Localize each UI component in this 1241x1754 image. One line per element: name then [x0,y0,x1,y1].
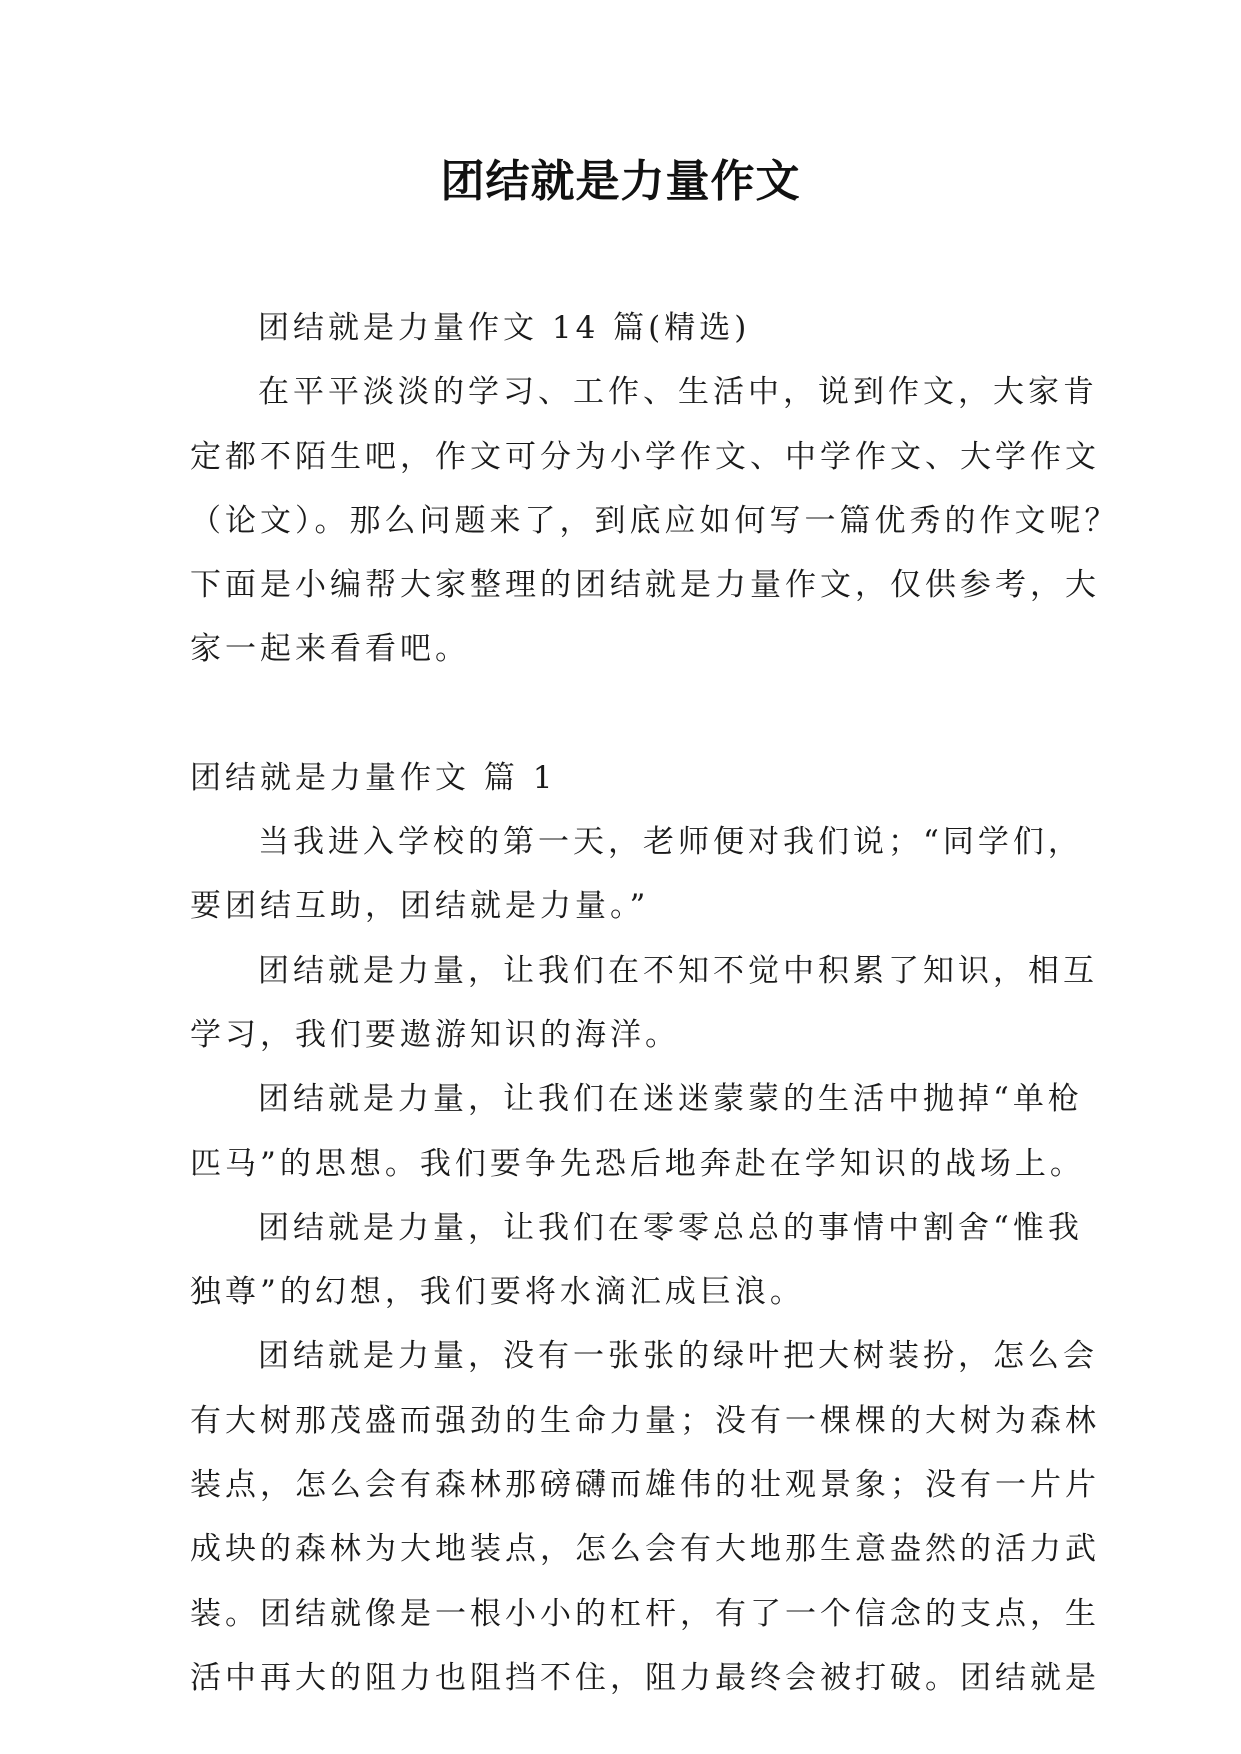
paragraph-line: 团结就是力量，让我们在迷迷蒙蒙的生活中抛掉“单枪 [258,1081,1083,1118]
document-title: 团结就是力量作文 [440,156,801,207]
document-subtitle: 团结就是力量作文 14 篇(精选) [258,310,751,346]
section-heading: 团结就是力量作文 篇 1 [190,759,557,796]
paragraph-line: 成块的森林为大地装点，怎么会有大地那生意盎然的活力武 [190,1531,1100,1568]
paragraph-line: 要团结互助，团结就是力量。” [190,888,650,925]
paragraph-line: 装。团结就像是一根小小的杠杆，有了一个信念的支点，生 [190,1595,1100,1632]
section-spacer [190,682,1060,746]
intro-paragraph [190,360,1120,681]
intro-line: （论文）。那么问题来了，到底应如何写一篇优秀的作文呢？ [190,502,1120,539]
paragraph-line: 当我进入学校的第一天，老师便对我们说；“同学们， [258,824,1083,861]
paragraph-line: 团结就是力量，让我们在零零总总的事情中割舍“惟我 [258,1209,1083,1246]
paragraph-line: 匹马”的思想。我们要争先恐后地奔赴在学知识的战场上。 [190,1145,1085,1182]
paragraph-line: 独尊”的幻想，我们要将水滴汇成巨浪。 [190,1274,805,1311]
paragraph-line: 有大树那茂盛而强劲的生命力量；没有一棵棵的大树为森林 [190,1402,1100,1439]
intro-line: 定都不陌生吧，作文可分为小学作文、中学作文、大学作文 [190,438,1100,475]
intro-line: 家一起来看看吧。 [190,631,470,668]
paragraph [190,1196,1083,1325]
document-body [190,296,1120,1710]
paragraph [190,1324,1100,1710]
paragraph-line: 活中再大的阻力也阻挡不住，阻力最终会被打破。团结就是 [190,1659,1100,1696]
intro-line: 在平平淡淡的学习、工作、生活中，说到作文，大家肯 [258,374,1098,411]
paragraph-line: 装点，怎么会有森林那磅礴而雄伟的壮观景象；没有一片片 [190,1467,1100,1504]
paragraph [190,1067,1085,1196]
paragraph-line: 团结就是力量，让我们在不知不觉中积累了知识，相互 [258,952,1098,989]
paragraph [190,810,1083,939]
paragraph-line: 学习，我们要遨游知识的海洋。 [190,1016,680,1053]
paragraph [190,939,1098,1068]
paragraph-line: 团结就是力量，没有一张张的绿叶把大树装扮，怎么会 [258,1338,1098,1375]
intro-line: 下面是小编帮大家整理的团结就是力量作文，仅供参考，大 [190,567,1100,604]
